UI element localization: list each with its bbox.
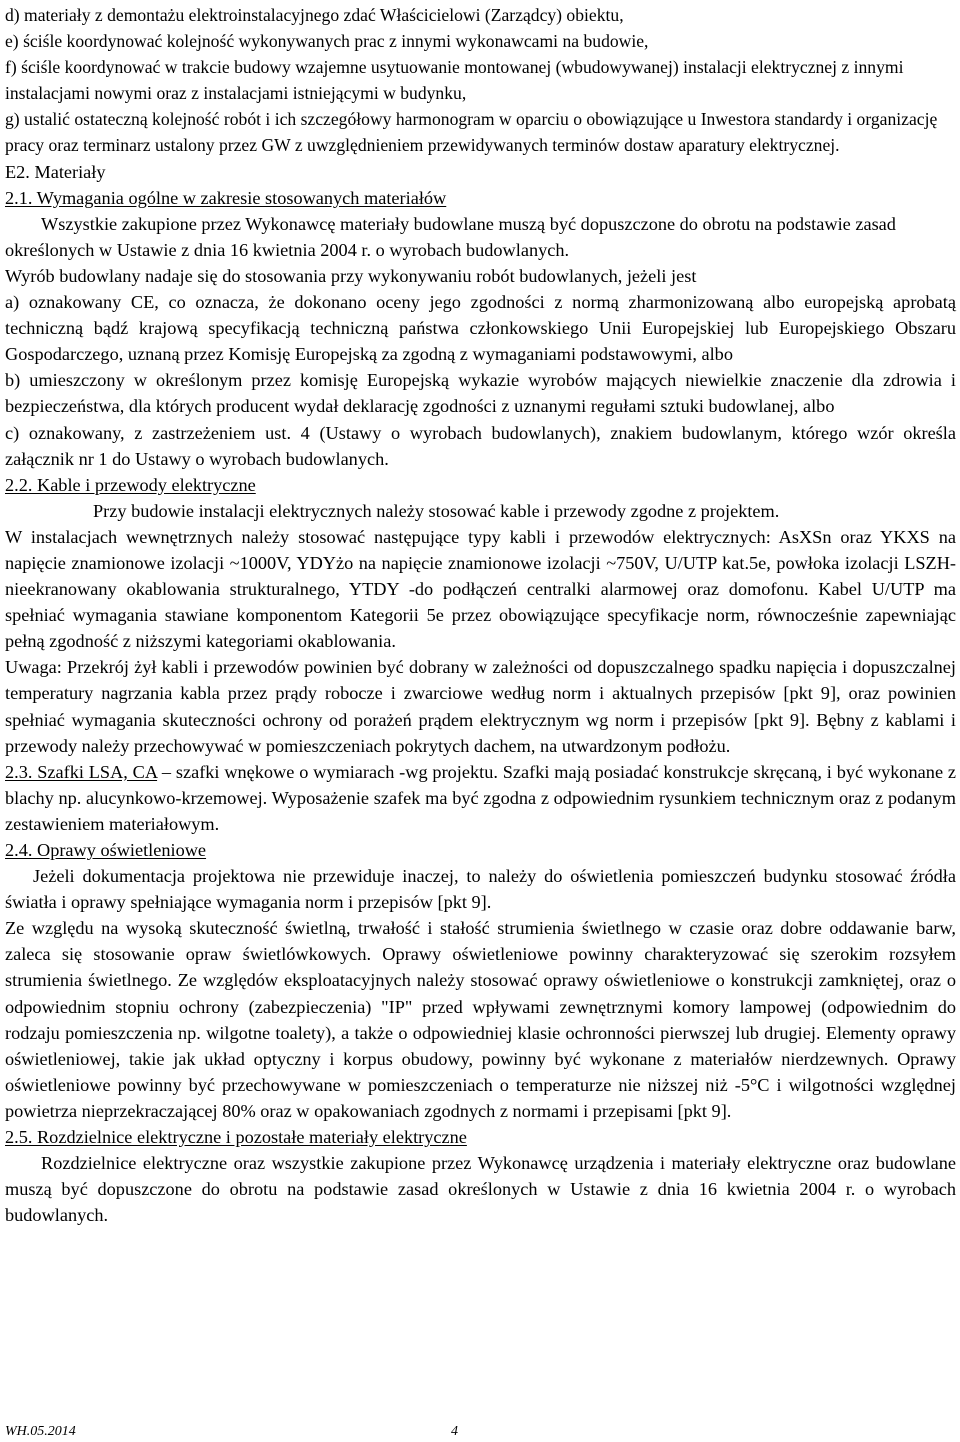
section-heading-2-5: 2.5. Rozdzielnice elektryczne i pozostałe materiały elektryczne — [5, 1127, 467, 1148]
section-heading-2-2: 2.2. Kable i przewody elektryczne — [5, 474, 256, 495]
paragraph-2-4-p1: Jeżeli dokumentacja projektowa nie przewiduje inaczej, to należy do oświetlenia pomieszczeń budynku stosować źródła światła i oprawy spełniające wymagania norm i przepisów [pkt 9]. — [5, 866, 956, 913]
section-heading-2-3: 2.3. Szafki LSA, CA — [5, 761, 158, 782]
paragraph-2-2-intro: Przy budowie instalacji elektrycznych należy stosować kable i przewody zgodne z projektem. — [93, 500, 780, 521]
list-item-f: f) ściśle koordynować w trakcie budowy wzajemne usytuowanie montowanej (wbudowywanej) instalacji elektrycznej z innymi instalacjami nowymi oraz z instalacjami istniejącymi w budynku, — [5, 57, 904, 104]
section-heading-2-4: 2.4. Oprawy oświetleniowe — [5, 840, 207, 860]
paragraph-2-2-p2: Uwaga: Przekrój żył kabli i przewodów powinien być dobrany w zależności od dopuszczalnego spadku napięcia i dopuszczalnej temperatury nagrzania kabla przez prądy robocze i zwarciowe według norm i aktualnych przepisów [pkt 9], oraz powinien spełniać wymagania skuteczności ochrony od porażeń prądem elektrycznym wg norm i przepisów [pkt 9]. Bębny z kablami i przewody należy przechowywać w pomieszczeniach pokrytych dachem, na utwardzonym podłożu. — [5, 657, 956, 756]
section-heading-e2: E2. Materiały — [5, 161, 106, 182]
paragraph-2-1-p1: Wyrób budowlany nadaje się do stosowania przy wykonywaniu robót budowlanych, jeżeli jest — [5, 265, 697, 286]
list-item-d: d) materiały z demontażu elektroinstalacyjnego zdać Właścicielowi (Zarządcy) obiektu, — [5, 5, 624, 25]
paragraph-2-1-c: c) oznakowany, z zastrzeżeniem ust. 4 (Ustawy o wyrobach budowlanych), znakiem budowlanym, którego wzór określa załącznik nr 1 do Ustawy o wyrobach budowlanych. — [5, 422, 956, 469]
paragraph-2-4-p2: Ze względu na wysoką skuteczność świetlną, trwałość i stałość strumienia świetlnego w czasie oraz dobre oddawanie barw, zaleca się stosowanie opraw świetlówkowych. Oprawy oświetleniowe powinny charakteryzować się szerokim rozsyłem strumienia świetlnego. Ze względów eksploatacyjnych należy stosować oprawy oświetleniowe o konstrukcji zamkniętej, oraz o odpowiednim stopniu ochrony (zabezpieczenia) "IP" przed wpływami zewnętrznymi komory lampowej (odpowiednim do rodzaju pomieszczenia np. wilgotne toalety), a także o odpowiedniej klasie ochronności pierwszej lub drugiej. Elementy oprawy oświetleniowej, takie jak układ optyczny i korpus obudowy, powinny być wykonane z materiałów nierdzewnych. Oprawy oświetleniowe powinny być przechowywane w pomieszczeniach o temperaturze nie niższej niż -5°C i wilgotności względnej powietrza nieprzekraczającej 80% oraz w opakowaniach zgodnych z normami i przepisami [pkt 9]. — [5, 918, 956, 1121]
paragraph-2-3 — [5, 759, 956, 837]
paragraph-2-1-a: a) oznakowany CE, co oznacza, że dokonano oceny jego zgodności z normą zharmonizowaną albo europejską aprobatą techniczną bądź krajową specyfikacją techniczną państwa członkowskiego Unii Europejskiej lub Europejskiego Obszaru Gospodarczego, uznaną przez Komisję Europejską za zgodną z wymaganiami podstawowymi, albo — [5, 292, 956, 365]
list-item-e: e) ściśle koordynować kolejność wykonywanych prac z innymi wykonawcami na budowie, — [5, 31, 649, 52]
paragraph-2-1-b: b) umieszczony w określonym przez komisję Europejską wykazie wyrobów mających niewielkie znaczenie dla zdrowia i bezpieczeństwa, dla których producent wydał deklarację zgodności z uznanymi regułami sztuki budowlanej, albo — [5, 370, 956, 417]
document-body — [5, 2, 956, 1228]
section-heading-2-1: 2.1. Wymagania ogólne w zakresie stosowanych materiałów — [5, 187, 447, 208]
list-item-g: g) ustalić ostateczną kolejność robót i ich szczegółowy harmonogram w oparciu o obowiązujące u Inwestora standardy i organizację pracy oraz terminarz ustalony przez GW z uwzględnieniem przewidywanych terminów dostaw aparatury elektrycznej. — [5, 109, 938, 156]
paragraph-2-2-p1: W instalacjach wewnętrznych należy stosować następujące typy kabli i przewodów elektrycznych: AsXSn oraz YKXS na napięcie znamionowe izolacji ~1000V, YDYżo na napięcie znamionowe izolacji ~750V, U/UTP kat.5e, powłoka izolacji LSZH-nieekranowany okablowania strukturalnego, YTDY -do podłączeń centralki alarmowej oraz domofonu. Kabel U/UTP ma spełniać wymagania stawiane komponentom Kategorii 5e przez obowiązujące specyfikacje norm, równocześnie zapewniając pełną zgodność z niższymi kategoriami okablowania. — [5, 526, 956, 652]
paragraph-2-3-text: – szafki wnękowe o wymiarach -wg projektu. Szafki mają posiadać konstrukcje skręcaną, i być wykonane z blachy np. alucynkowo-krzemowej. Wyposażenie szafek ma być zgodna z odpowiednim rysunkiem technicznym oraz z podanym zestawieniem materiałowym. — [5, 761, 956, 834]
page-number: 4 — [451, 1424, 458, 1439]
footer-date: WH.05.2014 — [5, 1424, 76, 1439]
paragraph-2-1-intro: Wszystkie zakupione przez Wykonawcę materiały budowlane muszą być dopuszczone do obrotu na podstawie zasad określonych w Ustawie z dnia 16 kwietnia 2004 r. o wyrobach budowlanych. — [5, 213, 896, 260]
paragraph-2-5-p1: Rozdzielnice elektryczne oraz wszystkie zakupione przez Wykonawcę urządzenia i materiały elektryczne oraz budowlane muszą być dopuszczone do obrotu na podstawie zasad określonych w Ustawie z dnia 16 kwietnia 2004 r. o wyrobach budowlanych. — [5, 1153, 956, 1226]
